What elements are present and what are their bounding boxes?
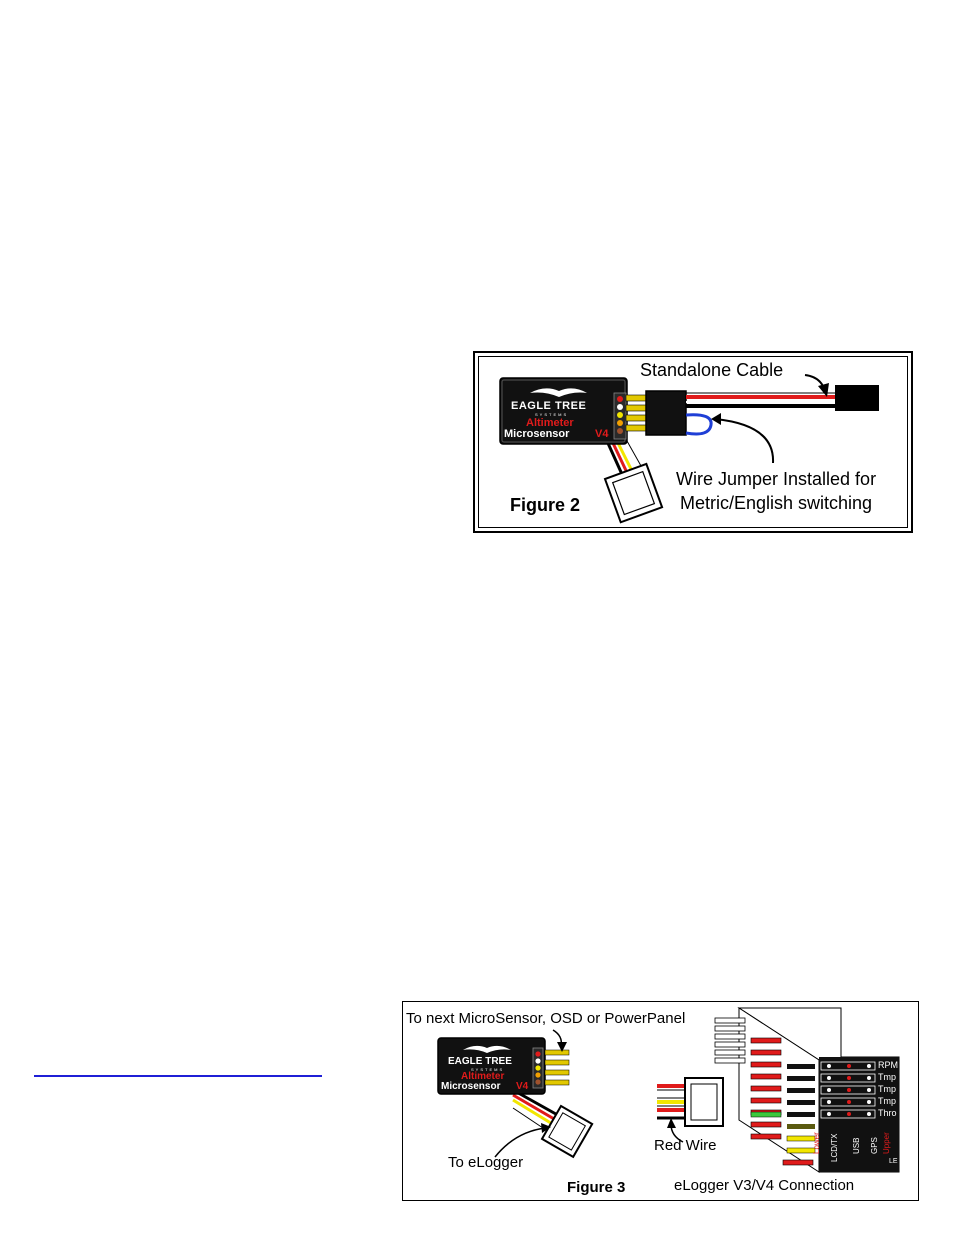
figure-2 bbox=[473, 351, 913, 533]
cable-arrow-head bbox=[818, 383, 829, 397]
figure-3-drawing bbox=[403, 1002, 920, 1202]
fig3-device-brand: EAGLE TREE bbox=[448, 1056, 512, 1067]
port-label-tmp-2: Tmp bbox=[878, 1084, 896, 1094]
device-version: V4 bbox=[595, 428, 609, 440]
bottom-label-usb: USB bbox=[852, 1137, 861, 1154]
device-model: Altimeter bbox=[526, 417, 574, 429]
jumper-label-line2: Metric/English switching bbox=[680, 493, 873, 513]
fig3-ribbon-plug bbox=[542, 1106, 592, 1157]
to-elogger-arrow bbox=[495, 1128, 545, 1157]
header-pins bbox=[626, 395, 646, 431]
ribbon-plug bbox=[605, 464, 662, 522]
port-label-tmp-1: Tmp bbox=[878, 1072, 896, 1082]
port-label-rpm: RPM bbox=[878, 1060, 898, 1070]
standalone-cable-label: Standalone Cable bbox=[640, 360, 784, 380]
elogger-plug bbox=[685, 1078, 723, 1126]
wire-jumper bbox=[686, 415, 711, 434]
device-brand-sub: SYSTEMS bbox=[535, 412, 569, 417]
elogger-cable-wires bbox=[657, 1086, 685, 1118]
bottom-label-upper: Upper bbox=[882, 1132, 891, 1154]
device-brand: EAGLE TREE bbox=[511, 400, 587, 412]
fig3-device-name: Microsensor bbox=[441, 1081, 501, 1092]
port-label-tmp-3: Tmp bbox=[878, 1096, 896, 1106]
cable-connector bbox=[646, 391, 686, 435]
jumper-label-line1: Wire Jumper Installed for bbox=[676, 469, 877, 489]
to-next-label: To next MicroSensor, OSD or PowerPanel bbox=[406, 1010, 686, 1027]
cable-end-connector bbox=[835, 385, 879, 411]
figure-3-title: Figure 3 bbox=[567, 1179, 626, 1196]
fig3-header-pins bbox=[545, 1050, 569, 1085]
device-name: Microsensor bbox=[504, 428, 570, 440]
bottom-label-lower: Lower bbox=[812, 1132, 821, 1154]
bottom-label-gps: GPS bbox=[870, 1137, 879, 1154]
to-elogger-label: To eLogger bbox=[448, 1154, 524, 1171]
hyperlink-underline[interactable] bbox=[34, 1075, 322, 1077]
fig3-device-version: V4 bbox=[516, 1081, 529, 1092]
figure-2-title: Figure 2 bbox=[510, 495, 581, 515]
elogger-connection-label: eLogger V3/V4 Connection bbox=[674, 1177, 855, 1194]
fig3-device-model: Altimeter bbox=[461, 1071, 505, 1082]
bottom-label-le: LE bbox=[889, 1158, 898, 1165]
port-label-thro: Thro bbox=[878, 1108, 897, 1118]
fig3-device-brand-sub: SYSTEMS bbox=[471, 1067, 505, 1072]
figure-3 bbox=[402, 1001, 919, 1201]
standalone-cable-wires bbox=[686, 393, 835, 406]
red-wire-label: Red Wire bbox=[654, 1137, 717, 1154]
bottom-label-lcd-tx: LCD/TX bbox=[830, 1133, 839, 1162]
jumper-arrow bbox=[715, 419, 773, 463]
